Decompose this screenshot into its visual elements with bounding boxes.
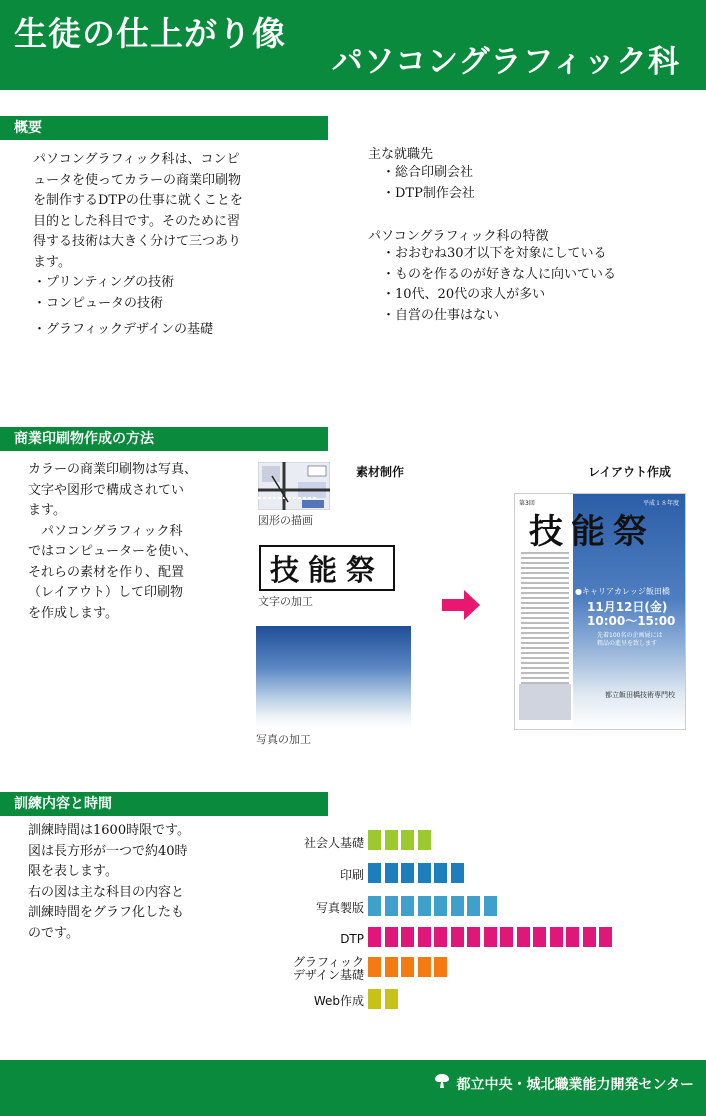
poster-note-1: 先着100名の企画展には (597, 632, 663, 639)
poster-year: 平成１８年度 (643, 500, 680, 507)
poster-title: 技能祭 (529, 512, 655, 552)
poster-note-2: 粗品の進呈を致します (597, 640, 658, 647)
chart-block (583, 927, 596, 947)
training-line: 図は長方形が一つで約40時 (28, 843, 188, 859)
footer-org: 都立中央・城北職業能力開発センター (456, 1077, 694, 1093)
overview-paragraph (33, 150, 263, 341)
chart-block (434, 896, 447, 916)
chart-block (401, 927, 414, 947)
caption-photo: 写真の加工 (256, 733, 311, 746)
chart-block (517, 927, 530, 947)
feature-item: ・おおむね30才以下を対象にしている (382, 246, 607, 261)
training-line: のです。 (28, 925, 79, 941)
skill-item: ・コンピュータの技術 (33, 295, 164, 311)
job-item: ・DTP制作会社 (382, 185, 475, 201)
chart-block (434, 863, 447, 883)
chart-block (401, 863, 414, 883)
features-heading: パソコングラフィック科の特徴 (368, 229, 549, 244)
festival-text: 技能祭 (269, 552, 384, 587)
method-line: ではコンピューターを使い、 (28, 544, 198, 559)
poster-school: 都立飯田橋技術専門校 (605, 691, 675, 699)
method-paragraph (28, 460, 238, 624)
chart-block (385, 863, 398, 883)
chart-block (418, 863, 431, 883)
chart-block (368, 927, 381, 947)
chart-label-3: DTP (340, 932, 364, 946)
overview-line: ます。 (33, 254, 71, 270)
skill-item: ・グラフィックデザインの基礎 (33, 322, 214, 337)
method-line: を作成します。 (28, 605, 118, 621)
poster-small-left: 第3回 (519, 500, 535, 507)
method-line: （レイアウト）して印刷物 (28, 585, 183, 600)
chart-block (418, 830, 431, 850)
chart-block (434, 927, 447, 947)
chart-block (401, 896, 414, 916)
chart-block (484, 927, 497, 947)
method-line: それらの素材を作り、配置 (28, 564, 185, 580)
method-heading: 商業印刷物作成の方法 (0, 427, 328, 451)
chart-block (418, 927, 431, 947)
feature-item: ・ものを作るのが好きな人に向いている (382, 266, 617, 282)
chart-label-1: 印刷 (339, 868, 364, 882)
chart-block (401, 957, 414, 977)
poster (514, 493, 686, 730)
method-line: パソコングラフィック科 (28, 523, 183, 539)
chart-label-4-line1: グラフィック (292, 955, 364, 969)
chart-block (368, 989, 381, 1009)
chart-label-4-line2: デザイン基礎 (292, 968, 364, 982)
chart-block (434, 957, 447, 977)
caption-figure: 図形の描画 (258, 514, 313, 527)
feature-item: ・自営の仕事はない (382, 307, 500, 323)
chart-block (385, 957, 398, 977)
chart-block (550, 927, 563, 947)
overview-line: 目的とした科目です。そのために習 (33, 213, 240, 229)
chart-block (368, 957, 381, 977)
chart-label-0: 社会人基礎 (303, 836, 364, 850)
chart-block (451, 863, 464, 883)
festival-text-box (259, 545, 395, 591)
chart-label-2: 写真製版 (315, 901, 364, 915)
method-line: カラーの商業印刷物は写真、 (28, 462, 198, 477)
page-title: 生徒の仕上がり像 (14, 14, 286, 53)
training-line: 訓練時間は1600時限です。 (28, 823, 191, 838)
chart-block (401, 830, 414, 850)
map-figure (258, 462, 330, 510)
chart-block (385, 989, 398, 1009)
chart-block (467, 927, 480, 947)
chart-block (418, 957, 431, 977)
chart-block (599, 927, 612, 947)
chart-block (451, 896, 464, 916)
training-line: 右の図は主な科目の内容と (28, 884, 185, 900)
chart-block (484, 896, 497, 916)
job-item: ・総合印刷会社 (382, 165, 474, 180)
sky-photo (256, 626, 411, 729)
chart-block (533, 927, 546, 947)
chart-block (418, 896, 431, 916)
chart-block (500, 927, 513, 947)
training-chart (260, 826, 640, 1026)
training-heading: 訓練内容と時間 (0, 792, 328, 816)
chart-block (368, 830, 381, 850)
overview-line: パソコングラフィック科は、コンピ (33, 152, 240, 167)
chart-block (385, 927, 398, 947)
overview-line: を制作するDTPの仕事に就くことを (33, 193, 243, 208)
department-name: パソコングラフィック科 (331, 44, 680, 80)
jobs-heading: 主な就職先 (368, 147, 434, 162)
chart-block (385, 896, 398, 916)
poster-date: 11月12日(金) (587, 600, 668, 614)
caption-text: 文字の加工 (258, 595, 313, 608)
method-line: ます。 (28, 503, 66, 518)
chart-label-4 (260, 956, 364, 982)
method-line: 文字や図形で構成されてい (28, 482, 185, 498)
overview-heading: 概要 (0, 116, 328, 140)
chart-label-5: Web作成 (313, 994, 364, 1008)
chart-block (368, 896, 381, 916)
skill-item: ・プリンティングの技術 (33, 275, 175, 290)
poster-text-column (521, 552, 569, 702)
chart-block (368, 863, 381, 883)
overview-line: 得する技術は大きく分けて三つあり (33, 234, 242, 249)
tree-icon (434, 1073, 450, 1089)
chart-block (451, 927, 464, 947)
materials-label: 素材制作 (356, 465, 405, 479)
training-paragraph (28, 821, 228, 944)
chart-block (467, 896, 480, 916)
poster-map (519, 684, 571, 720)
overview-line: ュータを使ってカラーの商業印刷物 (33, 172, 242, 188)
poster-time: 10:00～15:00 (587, 614, 676, 628)
training-line: 限を表します。 (28, 864, 118, 879)
chart-block (385, 830, 398, 850)
arrow-icon (442, 588, 482, 622)
training-line: 訓練時間をグラフ化したも (28, 905, 185, 920)
feature-item: ・10代、20代の求人が多い (382, 287, 546, 302)
layout-label: レイアウト作成 (588, 465, 672, 479)
chart-block (566, 927, 579, 947)
poster-venue: ●キャリアカレッジ飯田橋 (575, 587, 670, 596)
features-list (382, 244, 616, 326)
jobs-list (382, 163, 475, 204)
